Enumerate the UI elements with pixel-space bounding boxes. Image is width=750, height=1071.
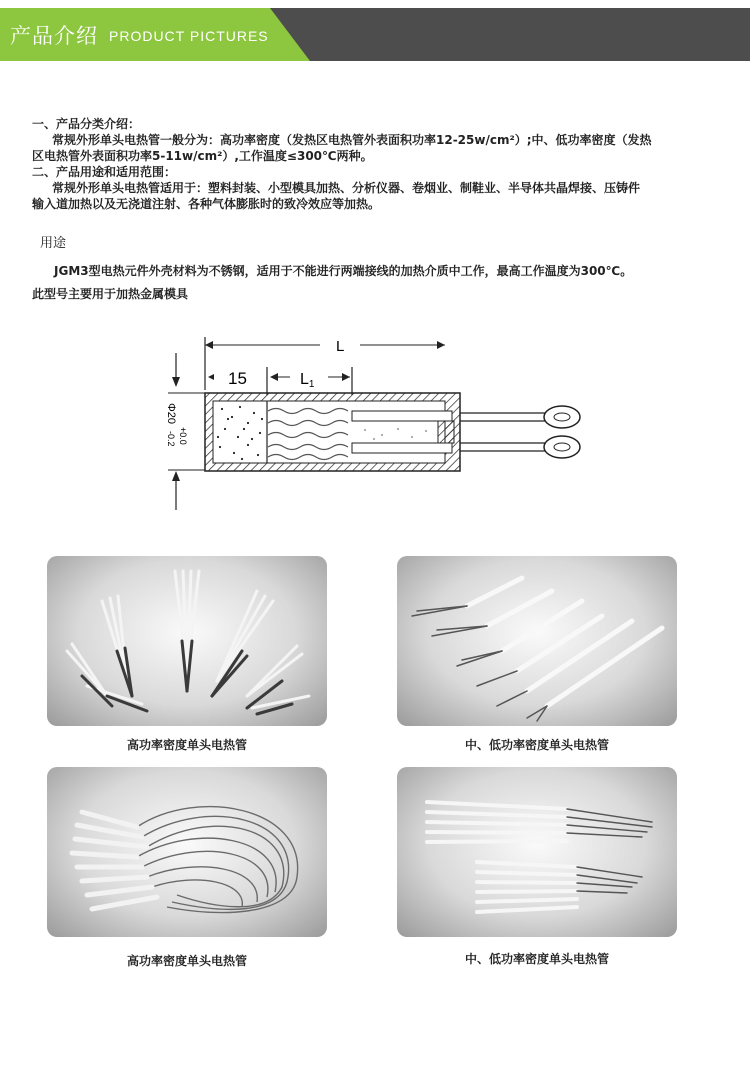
tolerance-minus: -0.2 xyxy=(166,431,176,447)
dimension-L-label: L xyxy=(336,338,345,355)
heater-cross-section-diagram xyxy=(150,325,600,515)
product-photo-low-power-2 xyxy=(397,767,677,937)
section-heading-usage: 二、产品用途和适用范围： xyxy=(32,165,177,179)
usage-title: 用途 xyxy=(40,236,67,251)
usage-text-line: JGM3型电热元件外壳材料为不锈钢，适用于不能进行两端接线的加热介质中工作，最高工作温度为300℃。 xyxy=(54,264,633,278)
intro-text-line: 区电热管外表面积功率5-11w/cm²）,工作温度≤300℃两种。 xyxy=(32,149,373,163)
banner-title-cn: 产品介绍 xyxy=(10,24,98,48)
intro-text-line: 常规外形单头电热管适用于：塑料封装、小型模具加热、分析仪器、卷烟业、制鞋业、半导体共晶焊接、压铸件 xyxy=(52,181,641,195)
photo-caption: 中、低功率密度单头电热管 xyxy=(464,738,609,752)
photo-caption: 中、低功率密度单头电热管 xyxy=(464,952,609,966)
intro-text-line: 常规外形单头电热管一般分为：高功率密度（发热区电热管外表面积功率12-25w/cm²）;中、低功率密度（发热 xyxy=(52,133,652,147)
dimension-L1-label: L1 xyxy=(300,371,315,390)
banner-title-en: PRODUCT PICTURES xyxy=(109,28,269,44)
photo-caption: 高功率密度单头电热管 xyxy=(126,954,247,968)
product-photo-high-power-2 xyxy=(47,767,327,937)
product-photo-high-power-1 xyxy=(47,556,327,726)
tolerance-plus: +0.0 xyxy=(178,427,188,445)
dimension-15-label: 15 xyxy=(228,369,247,388)
header-banner xyxy=(0,8,750,61)
product-photo-low-power-1 xyxy=(397,556,677,726)
intro-text-line: 输入道加热以及无浇道注射、各种气体膨胀时的致冷效应等加热。 xyxy=(32,197,381,211)
diameter-label: Φ20 xyxy=(165,403,177,425)
section-heading-classification: 一、产品分类介绍： xyxy=(32,117,141,131)
photo-caption: 高功率密度单头电热管 xyxy=(126,738,247,752)
usage-text-line: 此型号主要用于加热金属模具 xyxy=(32,287,189,301)
